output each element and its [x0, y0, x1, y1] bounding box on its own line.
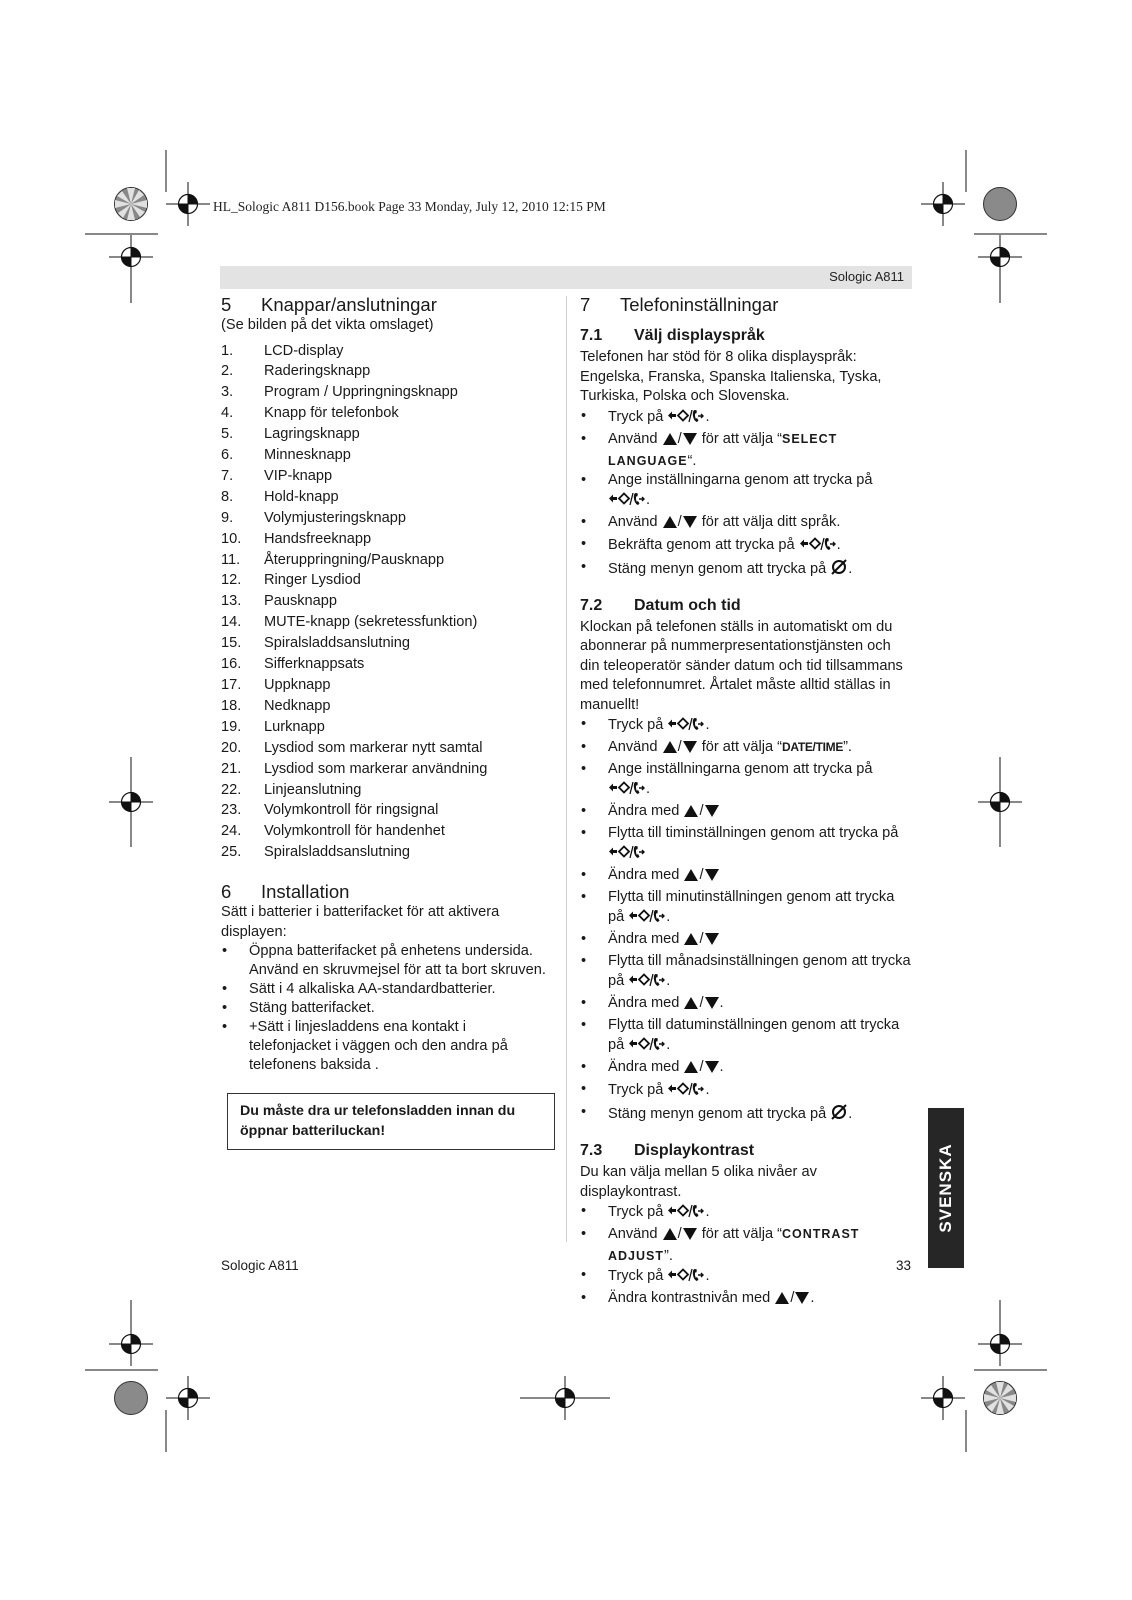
menu-phone-icon	[628, 1035, 666, 1058]
list-item: 17. Uppknapp	[221, 677, 331, 693]
menu-phone-icon	[608, 490, 646, 513]
list-item: 3. Program / Uppringningsknapp	[221, 384, 458, 401]
list-item: 23. Volymkontroll för ringsignal	[221, 802, 439, 819]
list-item: 4. Knapp för telefonbok	[221, 405, 399, 422]
warning-box: Du måste dra ur telefonsladden innan du öppnar batteriluckan!	[227, 1093, 555, 1150]
list-item: • Ändra med / .	[580, 994, 912, 1016]
up-arrow-icon	[662, 740, 678, 760]
down-arrow-icon	[794, 1291, 810, 1311]
page-number: 33	[896, 1258, 912, 1273]
list-item: • Öppna batterifacket på enhetens undersida. Använd en skruvmejsel för att ta bort skruven.	[222, 943, 546, 979]
up-arrow-icon	[683, 1060, 699, 1080]
list-item: 24. Volymkontroll för handenhet	[221, 823, 445, 840]
list-item: • Stäng menyn genom att trycka på .	[580, 558, 912, 582]
section-6-intro: Sätt i batterier i batterifacket för att aktivera displayen:	[221, 904, 500, 940]
list-item: 15. Spiralsladdsanslutning	[221, 635, 411, 652]
list-item: • Flytta till datuminställningen genom att trycka på .	[580, 1016, 912, 1058]
menu-phone-icon	[667, 407, 705, 430]
list-item: • Stäng batterifacket.	[222, 1000, 375, 1017]
cancel-icon	[830, 558, 848, 582]
cancel-icon	[830, 1103, 848, 1127]
list-item: 19. Lurknapp	[221, 718, 325, 735]
menu-phone-icon	[799, 535, 837, 558]
up-arrow-icon	[662, 432, 678, 452]
menu-phone-icon	[667, 1266, 705, 1289]
list-item: • Stäng menyn genom att trycka på .	[580, 1103, 912, 1127]
down-arrow-icon	[704, 932, 720, 952]
list-item: • Använd / för att välja “DATE/TIME”.	[580, 738, 912, 760]
list-item: 7. VIP-knapp	[221, 467, 333, 484]
section-7-2-heading: 7.2 Datum och tid	[580, 596, 741, 614]
list-item: 8. Hold-knapp	[221, 488, 339, 505]
list-item: • Flytta till timinställningen genom att trycka på	[580, 824, 912, 866]
down-arrow-icon	[682, 515, 698, 535]
list-item: • Ändra kontrastnivån med / .	[580, 1289, 912, 1311]
list-item: • Tryck på .	[580, 1266, 912, 1289]
list-item: • Ändra med /	[580, 866, 912, 888]
list-item: 18. Nedknapp	[221, 697, 331, 714]
list-item: 14. MUTE-knapp (sekretessfunktion)	[221, 614, 478, 631]
list-item: 5. Lagringsknapp	[221, 426, 360, 443]
header-model: Sologic A811	[829, 269, 904, 284]
list-item: • Ändra med / .	[580, 1058, 912, 1080]
list-item: • +Sätt i linjesladdens ena kontakt i telefonjacket i väggen och den andra på telefonens baksida .	[222, 1019, 508, 1074]
section-7-3-heading: 7.3 Displaykontrast	[580, 1142, 755, 1159]
list-item: 12. Ringer Lysdiod	[221, 572, 361, 589]
list-item: 13. Pausknapp	[221, 593, 338, 610]
list-item: • Flytta till månadsinställningen genom att trycka på .	[580, 952, 912, 994]
list-item: 1. LCD-display	[221, 342, 344, 359]
up-arrow-icon	[662, 515, 678, 535]
up-arrow-icon	[662, 1227, 678, 1247]
section-7-3-intro: Du kan välja mellan 5 olika nivåer av displaykontrast.	[580, 1164, 817, 1200]
up-arrow-icon	[774, 1291, 790, 1311]
list-item: • Använd / för att välja ditt språk.	[580, 513, 912, 535]
section-7-2-intro: Klockan på telefonen ställs in automatiskt om du abonnerar på nummerpresentationstjänsten och din teleoperatör sänder datum och tid tillsammans med telefonnumret. Årtalet måste alltid ställas in manuellt!	[580, 618, 903, 713]
list-item: 25. Spiralsladdsanslutning	[221, 844, 411, 861]
menu-phone-icon	[667, 1080, 705, 1103]
section-5-subtitle: (Se bilden på det vikta omslaget)	[221, 317, 434, 333]
section-7-heading: 7 Telefoninställningar	[580, 294, 779, 315]
footer-model: Sologic A811	[221, 1258, 299, 1273]
list-item: 10. Handsfreeknapp	[221, 530, 372, 547]
down-arrow-icon	[704, 996, 720, 1016]
list-item: 9. Volymjusteringsknapp	[221, 509, 406, 526]
down-arrow-icon	[704, 868, 720, 888]
list-item: • Använd / för att välja “SELECT LANGUAGE“.	[581, 430, 838, 469]
list-item: 6. Minnesknapp	[221, 447, 351, 464]
list-item: 21. Lysdiod som markerar användning	[221, 760, 488, 777]
list-item: • Använd / för att välja “CONTRAST ADJUST”.	[581, 1226, 860, 1264]
section-5-heading: 5 Knappar/anslutningar	[221, 294, 437, 315]
menu-phone-icon	[667, 1202, 705, 1225]
buttons-list	[221, 341, 551, 864]
list-item: • Ange inställningarna genom att trycka på .	[580, 471, 912, 513]
down-arrow-icon	[682, 740, 698, 760]
section-7-1-heading: 7.1 Välj displayspråk	[580, 327, 765, 344]
date-time-steps	[580, 715, 912, 1127]
list-item: • Tryck på .	[580, 407, 912, 430]
menu-phone-icon	[628, 971, 666, 994]
left-column	[221, 292, 551, 1150]
contrast-steps	[580, 1202, 912, 1311]
down-arrow-icon	[704, 1060, 720, 1080]
menu-phone-icon	[608, 779, 646, 802]
menu-phone-icon	[667, 715, 705, 738]
list-item: • Sätt i 4 alkaliska AA-standardbatterier.	[222, 981, 496, 998]
section-7-1-intro: Telefonen har stöd för 8 olika displayspråk: Engelska, Franska, Spanska Italienska, Tyska, Turkiska, Polska och Slovenska.	[580, 349, 882, 404]
column-divider	[566, 296, 567, 1242]
list-item: • Tryck på .	[580, 715, 912, 738]
list-item: 11. Återuppringning/Pausknapp	[221, 551, 445, 568]
language-tab: SVENSKA	[928, 1108, 964, 1268]
language-steps	[580, 407, 912, 582]
installation-steps	[221, 942, 551, 1075]
up-arrow-icon	[683, 996, 699, 1016]
list-item: • Bekräfta genom att trycka på .	[580, 535, 912, 558]
list-item: • Ändra med /	[580, 930, 912, 952]
section-6-heading: 6 Installation	[221, 881, 350, 903]
list-item: • Flytta till minutinställningen genom att trycka på .	[580, 888, 912, 930]
up-arrow-icon	[683, 932, 699, 952]
up-arrow-icon	[683, 868, 699, 888]
menu-phone-icon	[628, 907, 666, 930]
down-arrow-icon	[704, 804, 720, 824]
list-item: 2. Raderingsknapp	[221, 363, 371, 380]
down-arrow-icon	[682, 432, 698, 452]
list-item: 22. Linjeanslutning	[221, 781, 362, 798]
list-item: 20. Lysdiod som markerar nytt samtal	[221, 739, 483, 756]
up-arrow-icon	[683, 804, 699, 824]
right-column	[580, 292, 912, 1311]
list-item: 16. Sifferknappsats	[221, 656, 365, 673]
list-item: • Ändra med /	[580, 802, 912, 824]
list-item: • Ange inställningarna genom att trycka på .	[580, 760, 912, 802]
menu-phone-icon	[608, 843, 646, 866]
list-item: • Tryck på .	[580, 1080, 912, 1103]
list-item: • Tryck på .	[580, 1202, 912, 1225]
print-header: HL_Sologic A811 D156.book Page 33 Monday, July 12, 2010 12:15 PM	[213, 199, 606, 214]
down-arrow-icon	[682, 1227, 698, 1247]
